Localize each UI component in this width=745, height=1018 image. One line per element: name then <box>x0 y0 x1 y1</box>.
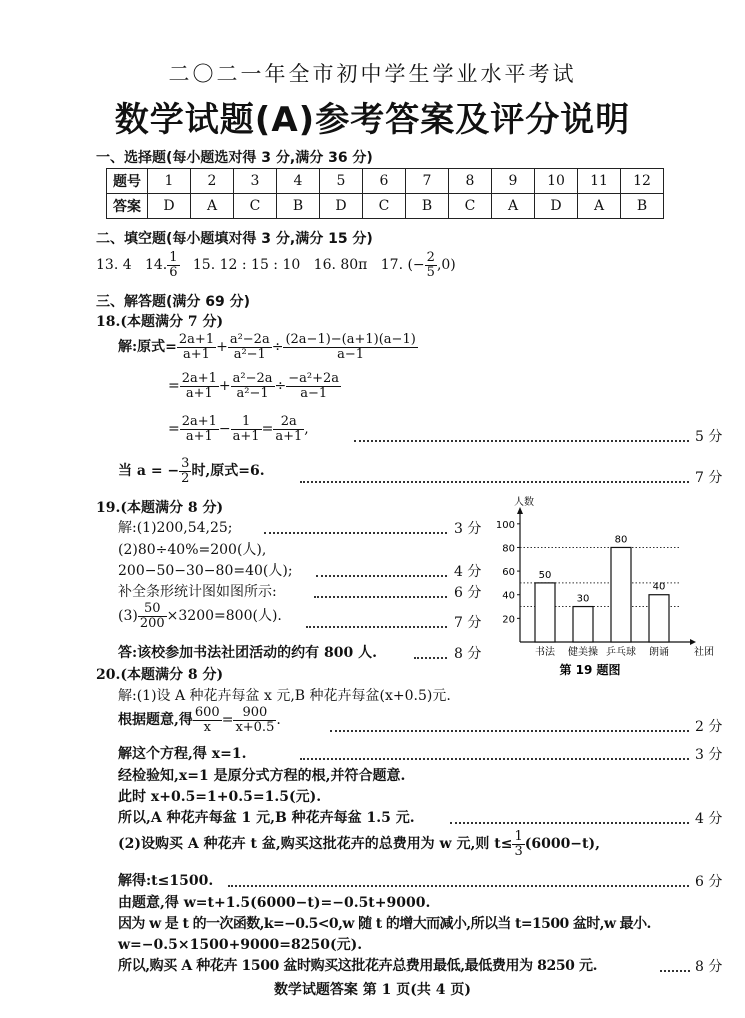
y-tick-label: 20 <box>502 614 515 626</box>
answer-cell: C <box>363 194 406 219</box>
bar-chart <box>490 492 730 682</box>
y-tick-label: 60 <box>502 567 515 579</box>
category-label: 书法 <box>535 647 555 658</box>
answer-17-fraction: $\frac{2}{5}$ <box>426 250 435 280</box>
q18-line2: = $\frac{2a+1}{a+1}$ + $\frac{\text{a²−2a}}{\text{a²−1}}$ ÷ $\frac{\text{−a²+2a}}{a-1}$ <box>168 371 340 401</box>
question-number-cell: 2 <box>191 169 234 194</box>
q20-line5: 此时 x+0.5=1+0.5=1.5(元). <box>118 789 322 805</box>
row-label-number: 题号 <box>107 169 148 194</box>
bar-value-label: 30 <box>576 593 590 605</box>
q20-line4: 经检验知,x=1 是原分式方程的根,并符合题意. <box>118 768 406 784</box>
question-number-cell: 3 <box>234 169 277 194</box>
q19-line5: (3) $\frac{50}{200}$ ×3200=800(人). <box>118 601 282 631</box>
category-label: 朗诵 <box>649 647 669 658</box>
q19-score6: 8 分 <box>454 646 482 662</box>
q19-line4: 补全条形统计图如图所示: <box>118 584 277 600</box>
answer-cell: A <box>578 194 621 219</box>
category-label: 乒乓球 <box>606 647 636 658</box>
y-axis-arrow <box>517 507 523 514</box>
page-footer: 数学试题答案 第 1 页(共 4 页) <box>273 982 472 998</box>
answer-cell: A <box>492 194 535 219</box>
bar-朗诵 <box>649 595 669 642</box>
answer-cell: D <box>148 194 191 219</box>
section1-heading: 一、选择题(每小题选对得 3 分,满分 36 分) <box>96 150 373 166</box>
q20-line3: 解这个方程,得 x=1. <box>118 746 247 762</box>
answer-cell: B <box>621 194 664 219</box>
question-number-cell: 8 <box>449 169 492 194</box>
q19-score3: 4 分 <box>454 564 482 580</box>
answer-cell: A <box>191 194 234 219</box>
section3-heading: 三、解答题(满分 69 分) <box>96 294 251 310</box>
answer-table <box>106 168 664 219</box>
chart-title: 第 19 题图 <box>559 663 621 677</box>
q20-line6: 所以,A 种花卉每盆 1 元,B 种花卉每盆 1.5 元. <box>118 810 415 826</box>
q20-line9: 由题意,得 w=t+1.5(6000−t)=−0.5t+9000. <box>118 895 431 911</box>
answer-13: 13. 4 <box>96 257 132 274</box>
answer-14-label: 14. <box>144 257 168 274</box>
bar-value-label: 80 <box>614 534 628 546</box>
bar-健美操 <box>573 607 593 642</box>
question-number-cell: 4 <box>277 169 320 194</box>
answer-17-suffix: ,0) <box>436 257 456 274</box>
q20-score12: 8 分 <box>695 959 723 975</box>
answer-cell: C <box>234 194 277 219</box>
q20-score8: 6 分 <box>695 874 723 890</box>
answer-15: 15. 12 : 15 : 10 <box>192 257 301 274</box>
bar-value-label: 40 <box>652 581 666 593</box>
question-number-cell: 9 <box>492 169 535 194</box>
answer-14-fraction: $\frac{1}{6}$ <box>169 250 178 280</box>
question-number-cell: 12 <box>621 169 664 194</box>
answer-cell: D <box>535 194 578 219</box>
q20-score3: 3 分 <box>695 747 723 763</box>
q20-line11: w=−0.5×1500+9000=8250(元). <box>118 937 363 953</box>
answer-cell: B <box>277 194 320 219</box>
q19-line2: (2)80÷40%=200(人), <box>118 542 267 558</box>
q18-score1: 5 分 <box>695 429 723 445</box>
q18-title: 18.(本题满分 7 分) <box>96 314 224 330</box>
q20-score6: 4 分 <box>695 811 723 827</box>
q19-line6: 答:该校参加书法社团活动的约有 800 人. <box>118 645 378 661</box>
y-tick-label: 80 <box>502 543 515 555</box>
question-number-cell: 1 <box>148 169 191 194</box>
y-axis-label: 人数 <box>514 497 534 508</box>
answer-cell: B <box>406 194 449 219</box>
q18-line4: 当 a = − $\frac{3}{2}$ 时,原式=6. <box>118 456 265 486</box>
q20-line7: (2)设购买 A 种花卉 t 盆,购买这批花卉的总费用为 w 元,则 t≤ $\frac{1}{3}$ (6000−t), <box>118 829 601 859</box>
q19-score5: 7 分 <box>454 615 482 631</box>
answer-17-prefix: 17. (− <box>380 257 425 274</box>
exam-title: 二〇二一年全市初中学生学业水平考试 <box>168 62 577 86</box>
question-number-cell: 6 <box>363 169 406 194</box>
question-number-cell: 7 <box>406 169 449 194</box>
question-number-cell: 11 <box>578 169 621 194</box>
q20-line1: 解:(1)设 A 种花卉每盆 x 元,B 种花卉每盆(x+0.5)元. <box>118 688 451 704</box>
question-number-cell: 10 <box>535 169 578 194</box>
y-tick-label: 40 <box>502 590 515 602</box>
q20-line12: 所以,购买 A 种花卉 1500 盆时购买这批花卉总费用最低,最低费用为 8250 元. <box>118 958 598 974</box>
q18-line3: = $\frac{2a+1}{a+1}$ − $\frac{1}{a+1}$ = $\frac{2a}{a+1}$ , <box>168 414 309 444</box>
answer-cell: D <box>320 194 363 219</box>
row-label-answer: 答案 <box>107 194 148 219</box>
q19-score4: 6 分 <box>454 585 482 601</box>
q19-title: 19.(本题满分 8 分) <box>96 500 224 516</box>
doc-title: 数学试题(A)参考答案及评分说明 <box>114 100 631 140</box>
q20-line8: 解得:t≤1500. <box>118 873 214 889</box>
bar-乒乓球 <box>611 547 631 642</box>
answer-16: 16. 80π <box>313 257 368 274</box>
x-axis-arrow <box>690 639 696 645</box>
bar-书法 <box>535 583 555 642</box>
q18-score2: 7 分 <box>695 470 723 486</box>
q20-line2: 根据题意,得 $\frac{600}{x}$ = $\frac{900}{x+0.5}$ . <box>118 705 281 735</box>
q19-score1: 3 分 <box>454 521 482 537</box>
y-tick-label: 100 <box>495 519 515 531</box>
q19-line3: 200−50−30−80=40(人); <box>118 563 293 579</box>
fill-answers <box>96 251 456 279</box>
bar-value-label: 50 <box>538 569 552 581</box>
x-axis-label: 社团 <box>694 647 714 658</box>
q20-score2: 2 分 <box>695 719 723 735</box>
q20-title: 20.(本题满分 8 分) <box>96 667 224 683</box>
category-label: 健美操 <box>568 647 598 658</box>
section2-heading: 二、填空题(每小题填对得 3 分,满分 15 分) <box>96 231 373 247</box>
question-number-cell: 5 <box>320 169 363 194</box>
answer-cell: C <box>449 194 492 219</box>
q19-line1: 解:(1)200,54,25; <box>118 520 233 536</box>
q20-line10: 因为 w 是 t 的一次函数,k=−0.5<0,w 随 t 的增大而减小,所以当 t=1500 盆时,w 最小. <box>118 916 651 932</box>
q18-line1: 解:原式= $\frac{2a+1}{a+1}$ + $\frac{\text{a²−2a}}{\text{a²−1}}$ ÷ $\frac{(2a-1)-(a+1)(a-1)}{a-1}$ <box>118 332 416 362</box>
